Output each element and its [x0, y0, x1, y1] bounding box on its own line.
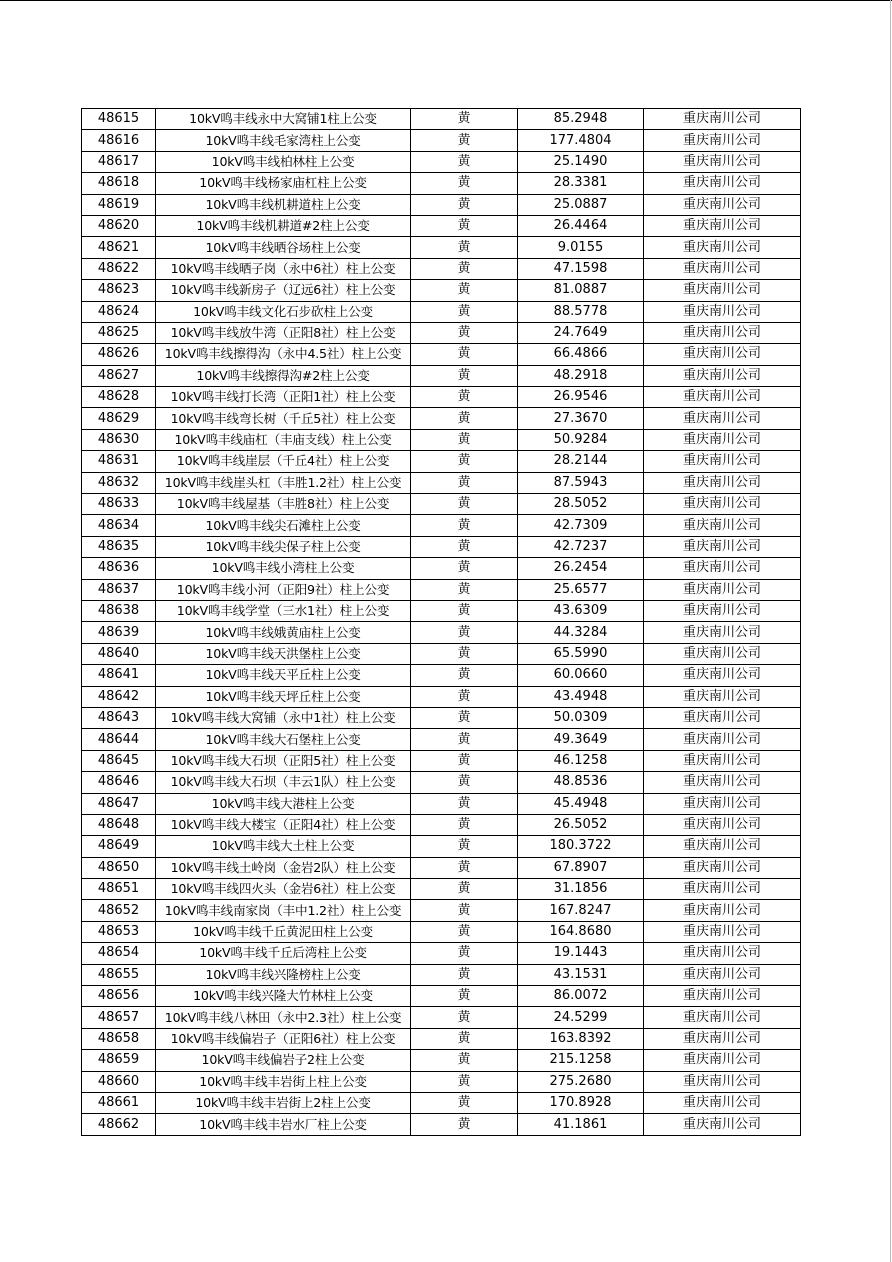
- company-cell: 重庆南川公司: [644, 451, 801, 472]
- table-row: [82, 1028, 801, 1049]
- transformer-name-cell: 10kV鸣丰线丰岩街上柱上公变: [156, 1071, 411, 1092]
- row-id-cell: 48628: [82, 387, 156, 408]
- company-cell: 重庆南川公司: [644, 1092, 801, 1113]
- row-id-cell: 48618: [82, 173, 156, 194]
- value-cell: 81.0887: [518, 280, 644, 301]
- color-level-cell: 黄: [411, 793, 518, 814]
- value-cell: 67.8907: [518, 857, 644, 878]
- table-row: [82, 472, 801, 493]
- table-row: [82, 879, 801, 900]
- table-row: [82, 943, 801, 964]
- transformer-name-cell: 10kV鸣丰线擦得沟（永中4.5社）柱上公变: [156, 344, 411, 365]
- value-cell: 31.1856: [518, 879, 644, 900]
- color-level-cell: 黄: [411, 387, 518, 408]
- table-row: [82, 429, 801, 450]
- color-level-cell: 黄: [411, 237, 518, 258]
- color-level-cell: 黄: [411, 429, 518, 450]
- table-row: [82, 921, 801, 942]
- company-cell: 重庆南川公司: [644, 964, 801, 985]
- transformer-name-cell: 10kV鸣丰线偏岩子2柱上公变: [156, 1050, 411, 1071]
- page-top-border: [0, 0, 892, 1]
- transformer-name-cell: 10kV鸣丰线毛家湾柱上公变: [156, 130, 411, 151]
- row-id-cell: 48634: [82, 515, 156, 536]
- company-cell: 重庆南川公司: [644, 151, 801, 172]
- value-cell: 50.9284: [518, 429, 644, 450]
- table-row: [82, 964, 801, 985]
- transformer-name-cell: 10kV鸣丰线大石坝（正阳5社）柱上公变: [156, 750, 411, 771]
- transformer-name-cell: 10kV鸣丰线土岭岗（金岩2队）柱上公变: [156, 857, 411, 878]
- data-table: [81, 108, 801, 1136]
- row-id-cell: 48622: [82, 258, 156, 279]
- color-level-cell: 黄: [411, 1007, 518, 1028]
- row-id-cell: 48632: [82, 472, 156, 493]
- value-cell: 87.5943: [518, 472, 644, 493]
- row-id-cell: 48624: [82, 301, 156, 322]
- row-id-cell: 48617: [82, 151, 156, 172]
- color-level-cell: 黄: [411, 814, 518, 835]
- row-id-cell: 48616: [82, 130, 156, 151]
- value-cell: 44.3284: [518, 622, 644, 643]
- value-cell: 24.5299: [518, 1007, 644, 1028]
- color-level-cell: 黄: [411, 879, 518, 900]
- color-level-cell: 黄: [411, 1114, 518, 1135]
- value-cell: 43.1531: [518, 964, 644, 985]
- table-row: [82, 772, 801, 793]
- color-level-cell: 黄: [411, 1071, 518, 1092]
- value-cell: 86.0072: [518, 986, 644, 1007]
- transformer-name-cell: 10kV鸣丰线机耕道#2柱上公变: [156, 215, 411, 236]
- color-level-cell: 黄: [411, 857, 518, 878]
- company-cell: 重庆南川公司: [644, 237, 801, 258]
- table-row: [82, 793, 801, 814]
- row-id-cell: 48647: [82, 793, 156, 814]
- value-cell: 164.8680: [518, 921, 644, 942]
- transformer-name-cell: 10kV鸣丰线文化石步砍柱上公变: [156, 301, 411, 322]
- table-row: [82, 1007, 801, 1028]
- table-row: [82, 665, 801, 686]
- transformer-name-cell: 10kV鸣丰线偏岩子（正阳6社）柱上公变: [156, 1028, 411, 1049]
- company-cell: 重庆南川公司: [644, 579, 801, 600]
- value-cell: 41.1861: [518, 1114, 644, 1135]
- company-cell: 重庆南川公司: [644, 109, 801, 130]
- value-cell: 25.6577: [518, 579, 644, 600]
- value-cell: 66.4866: [518, 344, 644, 365]
- company-cell: 重庆南川公司: [644, 322, 801, 343]
- company-cell: 重庆南川公司: [644, 472, 801, 493]
- transformer-name-cell: 10kV鸣丰线弯长树（千丘5社）柱上公变: [156, 408, 411, 429]
- table-row: [82, 408, 801, 429]
- transformer-name-cell: 10kV鸣丰线四火头（金岩6社）柱上公变: [156, 879, 411, 900]
- company-cell: 重庆南川公司: [644, 173, 801, 194]
- value-cell: 48.8536: [518, 772, 644, 793]
- company-cell: 重庆南川公司: [644, 558, 801, 579]
- company-cell: 重庆南川公司: [644, 494, 801, 515]
- row-id-cell: 48644: [82, 729, 156, 750]
- value-cell: 26.5052: [518, 814, 644, 835]
- table-row: [82, 451, 801, 472]
- transformer-name-cell: 10kV鸣丰线兴隆大竹林柱上公变: [156, 986, 411, 1007]
- row-id-cell: 48643: [82, 707, 156, 728]
- value-cell: 28.3381: [518, 173, 644, 194]
- table-row: [82, 579, 801, 600]
- company-cell: 重庆南川公司: [644, 622, 801, 643]
- value-cell: 275.2680: [518, 1071, 644, 1092]
- table-row: [82, 986, 801, 1007]
- company-cell: 重庆南川公司: [644, 772, 801, 793]
- color-level-cell: 黄: [411, 130, 518, 151]
- color-level-cell: 黄: [411, 322, 518, 343]
- color-level-cell: 黄: [411, 900, 518, 921]
- color-level-cell: 黄: [411, 494, 518, 515]
- company-cell: 重庆南川公司: [644, 515, 801, 536]
- row-id-cell: 48659: [82, 1050, 156, 1071]
- transformer-name-cell: 10kV鸣丰线天洪堡柱上公变: [156, 643, 411, 664]
- row-id-cell: 48620: [82, 215, 156, 236]
- color-level-cell: 黄: [411, 1050, 518, 1071]
- table-row: [82, 494, 801, 515]
- transformer-name-cell: 10kV鸣丰线大石坝（丰云1队）柱上公变: [156, 772, 411, 793]
- transformer-name-cell: 10kV鸣丰线兴隆榜柱上公变: [156, 964, 411, 985]
- value-cell: 27.3670: [518, 408, 644, 429]
- transformer-name-cell: 10kV鸣丰线擦得沟#2柱上公变: [156, 365, 411, 386]
- color-level-cell: 黄: [411, 772, 518, 793]
- row-id-cell: 48645: [82, 750, 156, 771]
- company-cell: 重庆南川公司: [644, 194, 801, 215]
- color-level-cell: 黄: [411, 579, 518, 600]
- color-level-cell: 黄: [411, 643, 518, 664]
- color-level-cell: 黄: [411, 365, 518, 386]
- table-row: [82, 387, 801, 408]
- row-id-cell: 48654: [82, 943, 156, 964]
- color-level-cell: 黄: [411, 173, 518, 194]
- company-cell: 重庆南川公司: [644, 879, 801, 900]
- table-row: [82, 1092, 801, 1113]
- color-level-cell: 黄: [411, 258, 518, 279]
- value-cell: 49.3649: [518, 729, 644, 750]
- table-row: [82, 750, 801, 771]
- company-cell: 重庆南川公司: [644, 643, 801, 664]
- color-level-cell: 黄: [411, 921, 518, 942]
- company-cell: 重庆南川公司: [644, 793, 801, 814]
- row-id-cell: 48638: [82, 600, 156, 621]
- company-cell: 重庆南川公司: [644, 258, 801, 279]
- company-cell: 重庆南川公司: [644, 1114, 801, 1135]
- color-level-cell: 黄: [411, 194, 518, 215]
- table-row: [82, 151, 801, 172]
- row-id-cell: 48639: [82, 622, 156, 643]
- row-id-cell: 48653: [82, 921, 156, 942]
- row-id-cell: 48635: [82, 536, 156, 557]
- row-id-cell: 48615: [82, 109, 156, 130]
- company-cell: 重庆南川公司: [644, 536, 801, 557]
- company-cell: 重庆南川公司: [644, 301, 801, 322]
- transformer-name-cell: 10kV鸣丰线崖头杠（丰胜1.2社）柱上公变: [156, 472, 411, 493]
- company-cell: 重庆南川公司: [644, 429, 801, 450]
- value-cell: 65.5990: [518, 643, 644, 664]
- color-level-cell: 黄: [411, 943, 518, 964]
- value-cell: 88.5778: [518, 301, 644, 322]
- color-level-cell: 黄: [411, 408, 518, 429]
- table-row: [82, 857, 801, 878]
- transformer-name-cell: 10kV鸣丰线小河（正阳9社）柱上公变: [156, 579, 411, 600]
- transformer-name-cell: 10kV鸣丰线大窝铺（永中1社）柱上公变: [156, 707, 411, 728]
- row-id-cell: 48661: [82, 1092, 156, 1113]
- table-row: [82, 130, 801, 151]
- value-cell: 26.2454: [518, 558, 644, 579]
- transformer-name-cell: 10kV鸣丰线永中大窝铺1柱上公变: [156, 109, 411, 130]
- table-row: [82, 600, 801, 621]
- transformer-name-cell: 10kV鸣丰线尖石滩柱上公变: [156, 515, 411, 536]
- color-level-cell: 黄: [411, 686, 518, 707]
- table-row: [82, 515, 801, 536]
- transformer-name-cell: 10kV鸣丰线大楼宝（正阳4社）柱上公变: [156, 814, 411, 835]
- value-cell: 167.8247: [518, 900, 644, 921]
- table-row: [82, 215, 801, 236]
- row-id-cell: 48662: [82, 1114, 156, 1135]
- company-cell: 重庆南川公司: [644, 1028, 801, 1049]
- company-cell: 重庆南川公司: [644, 215, 801, 236]
- transformer-name-cell: 10kV鸣丰线晒子岗（永中6社）柱上公变: [156, 258, 411, 279]
- table-row: [82, 536, 801, 557]
- value-cell: 26.4464: [518, 215, 644, 236]
- transformer-name-cell: 10kV鸣丰线机耕道柱上公变: [156, 194, 411, 215]
- transformer-name-cell: 10kV鸣丰线娥黄庙柱上公变: [156, 622, 411, 643]
- value-cell: 42.7237: [518, 536, 644, 557]
- row-id-cell: 48646: [82, 772, 156, 793]
- company-cell: 重庆南川公司: [644, 280, 801, 301]
- value-cell: 26.9546: [518, 387, 644, 408]
- value-cell: 170.8928: [518, 1092, 644, 1113]
- table-row: [82, 109, 801, 130]
- value-cell: 19.1443: [518, 943, 644, 964]
- table-row: [82, 558, 801, 579]
- row-id-cell: 48619: [82, 194, 156, 215]
- table-row: [82, 643, 801, 664]
- company-cell: 重庆南川公司: [644, 836, 801, 857]
- company-cell: 重庆南川公司: [644, 921, 801, 942]
- row-id-cell: 48649: [82, 836, 156, 857]
- value-cell: 43.6309: [518, 600, 644, 621]
- table-row: [82, 1050, 801, 1071]
- company-cell: 重庆南川公司: [644, 814, 801, 835]
- transformer-name-cell: 10kV鸣丰线打长湾（正阳1社）柱上公变: [156, 387, 411, 408]
- color-level-cell: 黄: [411, 729, 518, 750]
- page-right-border: [890, 0, 891, 1262]
- company-cell: 重庆南川公司: [644, 686, 801, 707]
- transformer-name-cell: 10kV鸣丰线千丘后湾柱上公变: [156, 943, 411, 964]
- row-id-cell: 48650: [82, 857, 156, 878]
- value-cell: 60.0660: [518, 665, 644, 686]
- transformer-name-cell: 10kV鸣丰线千丘黄泥田柱上公变: [156, 921, 411, 942]
- company-cell: 重庆南川公司: [644, 130, 801, 151]
- value-cell: 48.2918: [518, 365, 644, 386]
- value-cell: 42.7309: [518, 515, 644, 536]
- transformer-name-cell: 10kV鸣丰线尖保子柱上公变: [156, 536, 411, 557]
- row-id-cell: 48657: [82, 1007, 156, 1028]
- transformer-name-cell: 10kV鸣丰线八林田（永中2.3社）柱上公变: [156, 1007, 411, 1028]
- company-cell: 重庆南川公司: [644, 857, 801, 878]
- value-cell: 85.2948: [518, 109, 644, 130]
- transformer-name-cell: 10kV鸣丰线崖层（千丘4社）柱上公变: [156, 451, 411, 472]
- company-cell: 重庆南川公司: [644, 900, 801, 921]
- color-level-cell: 黄: [411, 151, 518, 172]
- transformer-name-cell: 10kV鸣丰线学堂（三水1社）柱上公变: [156, 600, 411, 621]
- company-cell: 重庆南川公司: [644, 387, 801, 408]
- row-id-cell: 48648: [82, 814, 156, 835]
- color-level-cell: 黄: [411, 1028, 518, 1049]
- row-id-cell: 48629: [82, 408, 156, 429]
- transformer-name-cell: 10kV鸣丰线丰岩街上2柱上公变: [156, 1092, 411, 1113]
- color-level-cell: 黄: [411, 301, 518, 322]
- value-cell: 180.3722: [518, 836, 644, 857]
- row-id-cell: 48627: [82, 365, 156, 386]
- row-id-cell: 48660: [82, 1071, 156, 1092]
- color-level-cell: 黄: [411, 1092, 518, 1113]
- table-body: [82, 109, 801, 1136]
- color-level-cell: 黄: [411, 472, 518, 493]
- table-row: [82, 729, 801, 750]
- table-row: [82, 301, 801, 322]
- company-cell: 重庆南川公司: [644, 365, 801, 386]
- row-id-cell: 48642: [82, 686, 156, 707]
- table-row: [82, 836, 801, 857]
- table-row: [82, 707, 801, 728]
- transformer-name-cell: 10kV鸣丰线庙杠（丰庙支线）柱上公变: [156, 429, 411, 450]
- row-id-cell: 48626: [82, 344, 156, 365]
- row-id-cell: 48625: [82, 322, 156, 343]
- table-row: [82, 280, 801, 301]
- color-level-cell: 黄: [411, 986, 518, 1007]
- row-id-cell: 48658: [82, 1028, 156, 1049]
- color-level-cell: 黄: [411, 707, 518, 728]
- transformer-name-cell: 10kV鸣丰线天坪丘柱上公变: [156, 686, 411, 707]
- transformer-name-cell: 10kV鸣丰线南家岗（丰中1.2社）柱上公变: [156, 900, 411, 921]
- row-id-cell: 48655: [82, 964, 156, 985]
- company-cell: 重庆南川公司: [644, 943, 801, 964]
- color-level-cell: 黄: [411, 600, 518, 621]
- transformer-name-cell: 10kV鸣丰线晒谷场柱上公变: [156, 237, 411, 258]
- table-row: [82, 814, 801, 835]
- row-id-cell: 48621: [82, 237, 156, 258]
- value-cell: 24.7649: [518, 322, 644, 343]
- table-row: [82, 686, 801, 707]
- table-row: [82, 365, 801, 386]
- row-id-cell: 48630: [82, 429, 156, 450]
- table-row: [82, 344, 801, 365]
- table-row: [82, 900, 801, 921]
- transformer-name-cell: 10kV鸣丰线大港柱上公变: [156, 793, 411, 814]
- row-id-cell: 48637: [82, 579, 156, 600]
- row-id-cell: 48633: [82, 494, 156, 515]
- color-level-cell: 黄: [411, 536, 518, 557]
- transformer-name-cell: 10kV鸣丰线放牛湾（正阳8社）柱上公变: [156, 322, 411, 343]
- transformer-name-cell: 10kV鸣丰线杨家庙杠柱上公变: [156, 173, 411, 194]
- color-level-cell: 黄: [411, 622, 518, 643]
- value-cell: 25.1490: [518, 151, 644, 172]
- color-level-cell: 黄: [411, 344, 518, 365]
- value-cell: 50.0309: [518, 707, 644, 728]
- row-id-cell: 48651: [82, 879, 156, 900]
- transformer-name-cell: 10kV鸣丰线丰岩水厂柱上公变: [156, 1114, 411, 1135]
- color-level-cell: 黄: [411, 836, 518, 857]
- value-cell: 28.5052: [518, 494, 644, 515]
- color-level-cell: 黄: [411, 515, 518, 536]
- table-row: [82, 622, 801, 643]
- value-cell: 45.4948: [518, 793, 644, 814]
- company-cell: 重庆南川公司: [644, 408, 801, 429]
- row-id-cell: 48652: [82, 900, 156, 921]
- company-cell: 重庆南川公司: [644, 1071, 801, 1092]
- table-row: [82, 237, 801, 258]
- value-cell: 28.2144: [518, 451, 644, 472]
- table-row: [82, 258, 801, 279]
- value-cell: 177.4804: [518, 130, 644, 151]
- value-cell: 25.0887: [518, 194, 644, 215]
- company-cell: 重庆南川公司: [644, 729, 801, 750]
- company-cell: 重庆南川公司: [644, 1007, 801, 1028]
- table-row: [82, 1114, 801, 1135]
- transformer-name-cell: 10kV鸣丰线大石堡柱上公变: [156, 729, 411, 750]
- table-row: [82, 173, 801, 194]
- company-cell: 重庆南川公司: [644, 600, 801, 621]
- table-row: [82, 194, 801, 215]
- value-cell: 9.0155: [518, 237, 644, 258]
- row-id-cell: 48641: [82, 665, 156, 686]
- table-row: [82, 322, 801, 343]
- transformer-name-cell: 10kV鸣丰线柏林柱上公变: [156, 151, 411, 172]
- row-id-cell: 48656: [82, 986, 156, 1007]
- transformer-name-cell: 10kV鸣丰线天平丘柱上公变: [156, 665, 411, 686]
- value-cell: 46.1258: [518, 750, 644, 771]
- value-cell: 215.1258: [518, 1050, 644, 1071]
- company-cell: 重庆南川公司: [644, 750, 801, 771]
- transformer-name-cell: 10kV鸣丰线新房子（辽远6社）柱上公变: [156, 280, 411, 301]
- color-level-cell: 黄: [411, 451, 518, 472]
- color-level-cell: 黄: [411, 558, 518, 579]
- transformer-name-cell: 10kV鸣丰线大土柱上公变: [156, 836, 411, 857]
- row-id-cell: 48640: [82, 643, 156, 664]
- row-id-cell: 48636: [82, 558, 156, 579]
- color-level-cell: 黄: [411, 964, 518, 985]
- row-id-cell: 48623: [82, 280, 156, 301]
- value-cell: 163.8392: [518, 1028, 644, 1049]
- company-cell: 重庆南川公司: [644, 986, 801, 1007]
- color-level-cell: 黄: [411, 750, 518, 771]
- color-level-cell: 黄: [411, 280, 518, 301]
- company-cell: 重庆南川公司: [644, 344, 801, 365]
- company-cell: 重庆南川公司: [644, 665, 801, 686]
- color-level-cell: 黄: [411, 665, 518, 686]
- value-cell: 47.1598: [518, 258, 644, 279]
- row-id-cell: 48631: [82, 451, 156, 472]
- value-cell: 43.4948: [518, 686, 644, 707]
- transformer-name-cell: 10kV鸣丰线小湾柱上公变: [156, 558, 411, 579]
- table-row: [82, 1071, 801, 1092]
- color-level-cell: 黄: [411, 109, 518, 130]
- color-level-cell: 黄: [411, 215, 518, 236]
- company-cell: 重庆南川公司: [644, 707, 801, 728]
- transformer-name-cell: 10kV鸣丰线屋基（丰胜8社）柱上公变: [156, 494, 411, 515]
- company-cell: 重庆南川公司: [644, 1050, 801, 1071]
